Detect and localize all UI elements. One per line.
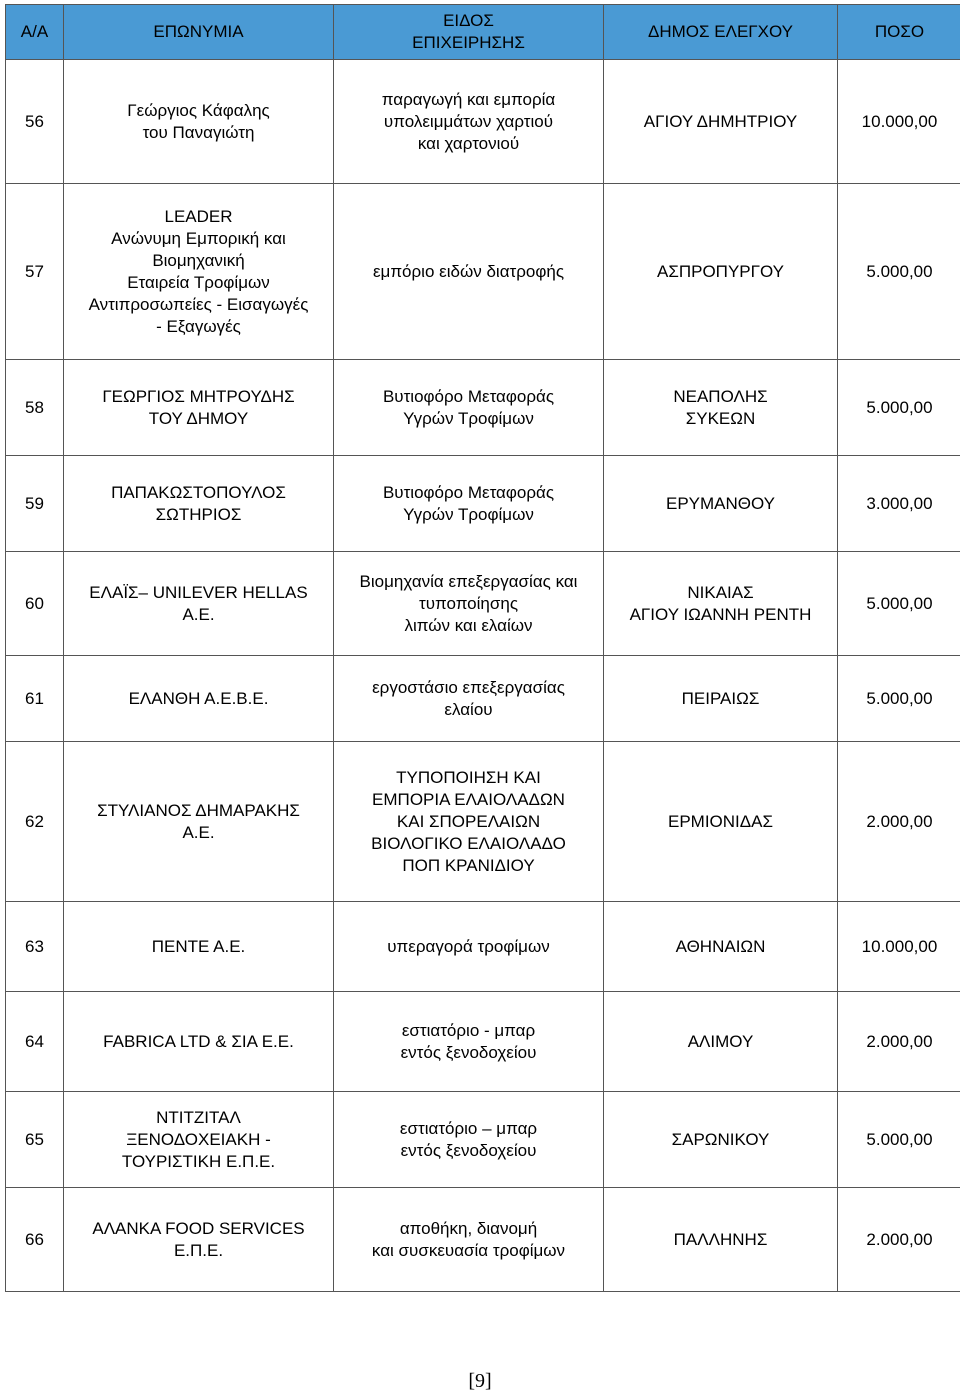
business-type-cell-line: ΒΙΟΛΟΓΙΚΟ ΕΛΑΙΟΛΑΔΟ	[371, 833, 566, 853]
business-type-cell	[334, 60, 604, 184]
company-name-cell	[64, 656, 334, 742]
company-name-cell	[64, 902, 334, 992]
business-type-cell	[334, 902, 604, 992]
municipality-cell-line: ΠΑΛΛΗΝΗΣ	[673, 1229, 768, 1249]
municipality-cell-line: ΝΕΑΠΟΛΗΣ	[673, 386, 768, 406]
business-type-cell-line: εντός ξενοδοχείου	[400, 1042, 537, 1062]
company-name-cell-line: ΓΕΩΡΓΙΟΣ ΜΗΤΡΟΥΔΗΣ	[102, 386, 295, 406]
business-type-cell-line: υπεραγορά τροφίμων	[387, 936, 550, 956]
table-row	[6, 60, 960, 184]
business-type-cell	[334, 656, 604, 742]
table-row	[6, 742, 960, 902]
row-number-cell: 58	[6, 360, 64, 456]
company-name-cell	[64, 742, 334, 902]
business-type-cell-line: εστιατόριο - μπαρ	[401, 1020, 536, 1040]
municipality-cell	[604, 902, 838, 992]
municipality-cell-line: ΣΥΚΕΩΝ	[685, 408, 756, 428]
header-name: ΕΠΩΝΥΜΙΑ	[64, 5, 334, 60]
row-number-cell: 61	[6, 656, 64, 742]
company-name-cell	[64, 456, 334, 552]
amount-cell: 5.000,00	[838, 656, 960, 742]
business-type-cell	[334, 184, 604, 360]
company-name-cell-line: ΣΤΥΛΙΑΝΟΣ ΔΗΜΑΡΑΚΗΣ	[97, 800, 300, 820]
company-name-cell-line: FABRICA LTD & ΣΙΑ Ε.Ε.	[103, 1031, 294, 1051]
company-name-cell-line: Ανώνυμη Εμπορική και	[111, 228, 286, 248]
business-type-cell-line: και συσκευασία τροφίμων	[371, 1240, 566, 1260]
page-number: [9]	[468, 1370, 492, 1392]
municipality-cell	[604, 742, 838, 902]
business-type-cell	[334, 742, 604, 902]
fines-table	[5, 4, 960, 1292]
header-amount: ΠΟΣΟ	[838, 5, 960, 60]
municipality-cell	[604, 656, 838, 742]
company-name-cell-line: Αντιπροσωπείες - Εισαγωγές	[88, 294, 309, 314]
municipality-cell-line: ΣΑΡΩΝΙΚΟΥ	[671, 1129, 770, 1149]
municipality-cell-line: ΕΡΜΙΟΝΙΔΑΣ	[668, 811, 773, 831]
business-type-cell-line: τυποποίησης	[418, 593, 519, 613]
company-name-cell	[64, 360, 334, 456]
business-type-cell	[334, 992, 604, 1092]
header-kind-line: ΕΠΙΧΕΙΡΗΣΗΣ	[412, 33, 525, 52]
company-name-cell	[64, 1092, 334, 1188]
amount-cell: 10.000,00	[838, 902, 960, 992]
municipality-cell-line: ΑΣΠΡΟΠΥΡΓΟΥ	[656, 261, 785, 281]
municipality-cell	[604, 60, 838, 184]
amount-cell: 10.000,00	[838, 60, 960, 184]
company-name-cell-line: Γεώργιος Κάφαλης	[127, 100, 270, 120]
business-type-cell-line: εμπόριο ειδών διατροφής	[372, 261, 565, 281]
row-number-cell: 56	[6, 60, 64, 184]
company-name-cell-line: ΠΑΠΑΚΩΣΤΟΠΟΥΛΟΣ	[111, 482, 286, 502]
municipality-cell-line: ΑΛΙΜΟΥ	[687, 1031, 754, 1051]
business-type-cell-line: και χαρτονιού	[417, 133, 520, 153]
municipality-cell-line: ΑΘΗΝΑΙΩΝ	[675, 936, 766, 956]
company-name-cell-line: ΕΛΑΝΘΗ Α.Ε.Β.Ε.	[128, 688, 269, 708]
company-name-cell-line: Εταιρεία Τροφίμων	[127, 272, 270, 292]
business-type-cell-line: λιπών και ελαίων	[404, 615, 533, 635]
company-name-cell-line: Βιομηχανική	[152, 250, 245, 270]
amount-cell: 2.000,00	[838, 1188, 960, 1292]
table-row	[6, 184, 960, 360]
header-municipality: ΔΗΜΟΣ ΕΛΕΓΧΟΥ	[604, 5, 838, 60]
municipality-cell	[604, 1188, 838, 1292]
business-type-cell	[334, 552, 604, 656]
table-row	[6, 552, 960, 656]
business-type-cell-line: αποθήκη, διανομή	[399, 1218, 538, 1238]
municipality-cell-line: ΑΓΙΟΥ ΙΩΑΝΝΗ ΡΕΝΤΗ	[629, 604, 812, 624]
company-name-cell-line: - Εξαγωγές	[156, 316, 241, 336]
company-name-cell-line: Α.Ε.	[182, 822, 215, 842]
company-name-cell-line: ΞΕΝΟΔΟΧΕΙΑΚΗ -	[126, 1129, 271, 1149]
municipality-cell	[604, 992, 838, 1092]
municipality-cell-line: ΠΕΙΡΑΙΩΣ	[681, 688, 760, 708]
table-header-row	[6, 5, 960, 60]
amount-cell: 5.000,00	[838, 1092, 960, 1188]
municipality-cell-line: ΝΙΚΑΙΑΣ	[687, 582, 754, 602]
table-row	[6, 902, 960, 992]
municipality-cell	[604, 184, 838, 360]
company-name-cell	[64, 60, 334, 184]
table-row	[6, 1188, 960, 1292]
company-name-cell-line: ΠΕΝΤΕ Α.Ε.	[151, 936, 246, 956]
business-type-cell-line: Βυτιοφόρο Μεταφοράς	[382, 386, 555, 406]
company-name-cell-line: LEADER	[164, 206, 233, 226]
row-number-cell: 62	[6, 742, 64, 902]
row-number-cell: 66	[6, 1188, 64, 1292]
row-number-cell: 59	[6, 456, 64, 552]
header-aa: Α/Α	[6, 5, 64, 60]
business-type-cell-line: εντός ξενοδοχείου	[400, 1140, 537, 1160]
company-name-cell-line: Α.Ε.	[182, 604, 215, 624]
municipality-cell-line: ΕΡΥΜΑΝΘΟΥ	[665, 493, 776, 513]
business-type-cell-line: εστιατόριο – μπαρ	[399, 1118, 538, 1138]
header-kind	[334, 5, 604, 60]
table-row	[6, 656, 960, 742]
business-type-cell-line: παραγωγή και εμπορία	[381, 89, 556, 109]
municipality-cell	[604, 456, 838, 552]
company-name-cell-line: ΝΤΙΤΖΙΤΑΛ	[156, 1107, 241, 1127]
table-row	[6, 992, 960, 1092]
amount-cell: 2.000,00	[838, 992, 960, 1092]
business-type-cell-line: Βυτιοφόρο Μεταφοράς	[382, 482, 555, 502]
business-type-cell-line: ΚΑΙ ΣΠΟΡΕΛΑΙΩΝ	[396, 811, 541, 831]
row-number-cell: 65	[6, 1092, 64, 1188]
business-type-cell-line: ΤΥΠΟΠΟΙΗΣΗ ΚΑΙ	[396, 767, 541, 787]
business-type-cell-line: εργοστάσιο επεξεργασίας	[372, 677, 565, 697]
company-name-cell-line: ΕΛΑΪΣ– UNILEVER HELLAS	[89, 582, 308, 602]
amount-cell: 5.000,00	[838, 552, 960, 656]
company-name-cell	[64, 552, 334, 656]
business-type-cell	[334, 456, 604, 552]
company-name-cell-line: ΣΩΤΗΡΙΟΣ	[155, 504, 242, 524]
municipality-cell	[604, 552, 838, 656]
row-number-cell: 63	[6, 902, 64, 992]
company-name-cell	[64, 992, 334, 1092]
table-row	[6, 1092, 960, 1188]
amount-cell: 5.000,00	[838, 360, 960, 456]
company-name-cell	[64, 184, 334, 360]
table-row	[6, 456, 960, 552]
business-type-cell	[334, 1188, 604, 1292]
municipality-cell	[604, 360, 838, 456]
row-number-cell: 57	[6, 184, 64, 360]
amount-cell: 3.000,00	[838, 456, 960, 552]
amount-cell: 2.000,00	[838, 742, 960, 902]
company-name-cell-line: ΤΟΥΡΙΣΤΙΚΗ Ε.Π.Ε.	[121, 1151, 276, 1171]
header-kind-line: ΕΙΔΟΣ	[443, 11, 494, 30]
business-type-cell-line: Υγρών Τροφίμων	[403, 504, 534, 524]
business-type-cell	[334, 360, 604, 456]
company-name-cell-line: ΑΛΑΝΚΑ FOOD SERVICES	[92, 1218, 305, 1238]
company-name-cell-line: Ε.Π.Ε.	[173, 1240, 224, 1260]
table-row	[6, 360, 960, 456]
business-type-cell	[334, 1092, 604, 1188]
municipality-cell-line: ΑΓΙΟΥ ΔΗΜΗΤΡΙΟΥ	[643, 111, 798, 131]
row-number-cell: 60	[6, 552, 64, 656]
business-type-cell-line: ΠΟΠ ΚΡΑΝΙΔΙΟΥ	[402, 855, 535, 875]
company-name-cell-line: του Παναγιώτη	[142, 122, 255, 142]
row-number-cell: 64	[6, 992, 64, 1092]
business-type-cell-line: ΕΜΠΟΡΙΑ ΕΛΑΙΟΛΑΔΩΝ	[372, 789, 565, 809]
amount-cell: 5.000,00	[838, 184, 960, 360]
municipality-cell	[604, 1092, 838, 1188]
company-name-cell	[64, 1188, 334, 1292]
business-type-cell-line: Υγρών Τροφίμων	[403, 408, 534, 428]
business-type-cell-line: Βιομηχανία επεξεργασίας και	[359, 571, 578, 591]
business-type-cell-line: ελαίου	[444, 699, 493, 719]
business-type-cell-line: υπολειμμάτων χαρτιού	[383, 111, 554, 131]
company-name-cell-line: ΤΟΥ ΔΗΜΟΥ	[148, 408, 249, 428]
